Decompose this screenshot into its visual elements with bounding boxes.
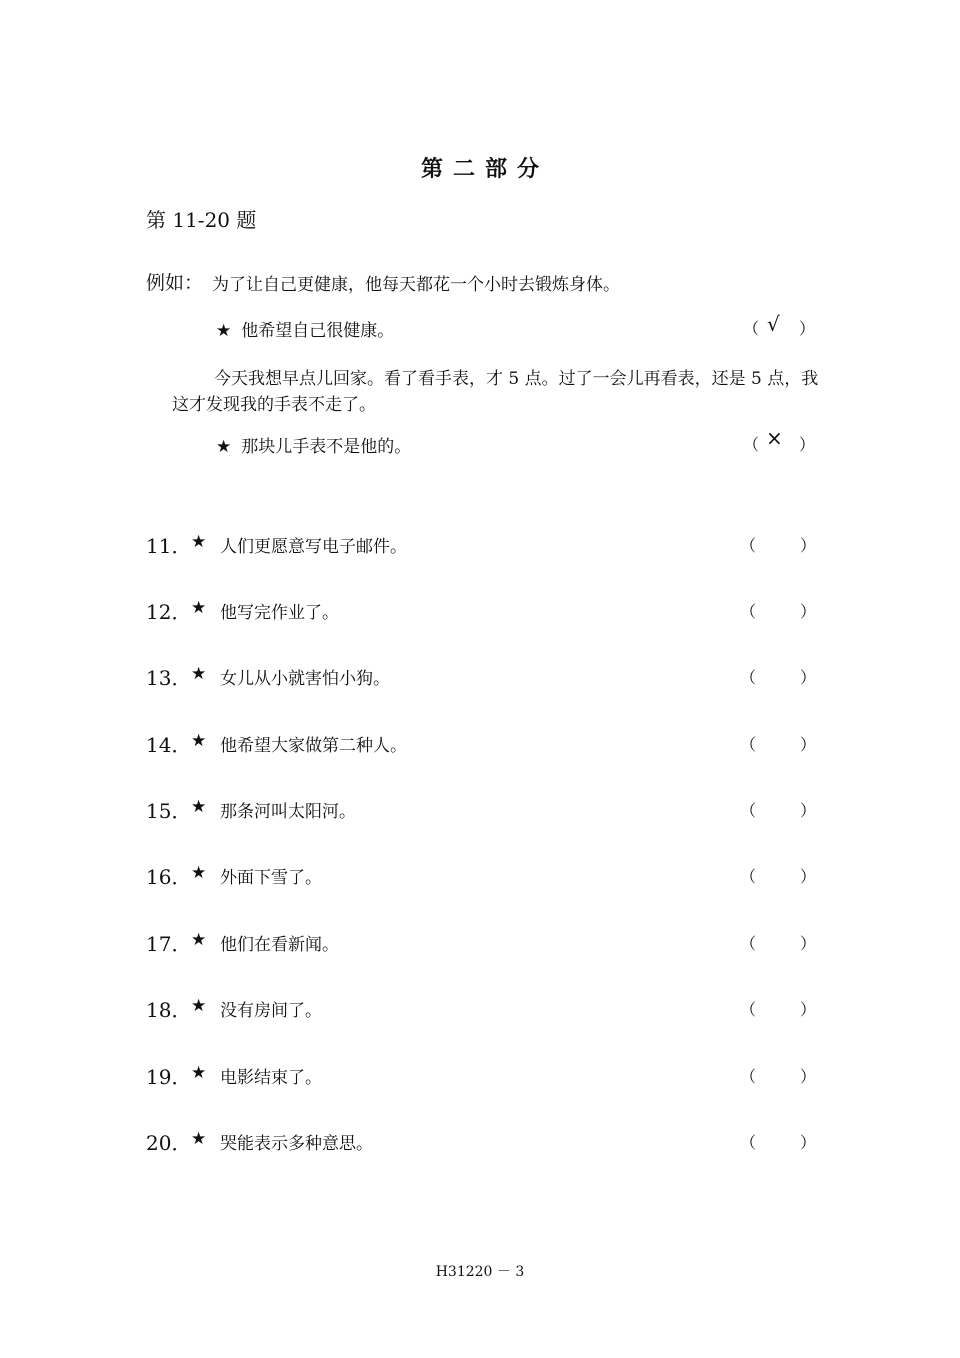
question-number: 14． xyxy=(146,733,192,757)
answer-open-paren: （ xyxy=(740,536,757,555)
question-number: 20． xyxy=(146,1131,192,1155)
answer-open-paren: （ xyxy=(740,1000,757,1019)
star-icon: ★ xyxy=(191,863,207,883)
question-number: 12． xyxy=(146,600,192,624)
answer-open-paren: （ xyxy=(740,735,757,754)
answer-close-paren: ） xyxy=(800,1133,817,1152)
question-row xyxy=(146,662,816,692)
example-text: 为了让自己更健康，他每天都花一个小时去锻炼身体。 xyxy=(212,275,620,295)
answer-open-paren: （ xyxy=(740,668,757,687)
answer-close-paren: ） xyxy=(800,602,817,621)
answer-close-paren: ） xyxy=(800,1000,817,1019)
check-mark-icon: √ xyxy=(767,312,780,336)
example-answer-open-paren: （ xyxy=(743,435,760,454)
question-number: 16． xyxy=(146,865,192,889)
answer-open-paren: （ xyxy=(740,801,757,820)
question-row xyxy=(146,1061,816,1091)
example-statement-2 xyxy=(216,432,411,457)
answer-open-paren: （ xyxy=(740,1133,757,1152)
question-text: 那条河叫太阳河。 xyxy=(220,802,356,822)
question-text: 人们更愿意写电子邮件。 xyxy=(220,537,407,557)
question-row xyxy=(146,928,816,958)
question-number: 18． xyxy=(146,998,192,1022)
question-row xyxy=(146,861,816,891)
question-text: 他写完作业了。 xyxy=(220,603,339,623)
star-icon: ★ xyxy=(191,1063,207,1083)
question-row xyxy=(146,1127,816,1157)
question-text: 他们在看新闻。 xyxy=(220,935,339,955)
question-row xyxy=(146,530,816,560)
answer-close-paren: ） xyxy=(800,668,817,687)
star-icon: ★ xyxy=(191,731,207,751)
example-statement-2-text: 那块儿手表不是他的。 xyxy=(241,437,412,457)
star-icon: ★ xyxy=(191,930,207,950)
question-number: 19． xyxy=(146,1065,192,1089)
example-answer-close-paren: ） xyxy=(799,319,816,338)
answer-close-paren: ） xyxy=(800,867,817,886)
star-icon: ★ xyxy=(216,321,232,341)
answer-close-paren: ） xyxy=(800,1067,817,1086)
cross-mark-icon: × xyxy=(766,426,783,450)
question-number: 15． xyxy=(146,799,192,823)
question-row xyxy=(146,729,816,759)
star-icon: ★ xyxy=(216,437,232,457)
star-icon: ★ xyxy=(191,598,207,618)
example-answer-open-paren: （ xyxy=(743,319,760,338)
question-row xyxy=(146,994,816,1024)
question-number: 17． xyxy=(146,932,192,956)
example-label: 例如： xyxy=(146,272,204,294)
page-footer: H31220 － 3 xyxy=(435,1264,525,1280)
question-text: 没有房间了。 xyxy=(220,1001,322,1021)
star-icon: ★ xyxy=(191,532,207,552)
question-number: 13． xyxy=(146,666,192,690)
star-icon: ★ xyxy=(191,664,207,684)
answer-close-paren: ） xyxy=(800,735,817,754)
question-number: 11． xyxy=(146,534,192,558)
question-row xyxy=(146,795,816,825)
answer-open-paren: （ xyxy=(740,934,757,953)
answer-close-paren: ） xyxy=(800,934,817,953)
example-paragraph: 今天我想早点儿回家。看了看手表，才 5 点。过了一会儿再看表，还是 5 点，我这才发现我的手表不走了。 xyxy=(172,369,819,415)
answer-open-paren: （ xyxy=(740,1067,757,1086)
answer-open-paren: （ xyxy=(740,867,757,886)
answer-open-paren: （ xyxy=(740,602,757,621)
question-range: 第 11-20 题 xyxy=(146,208,257,232)
question-text: 外面下雪了。 xyxy=(220,868,322,888)
section-title: 第二部分 xyxy=(420,156,549,182)
star-icon: ★ xyxy=(191,996,207,1016)
question-text: 他希望大家做第二种人。 xyxy=(220,736,407,756)
example-statement-1-text: 他希望自己很健康。 xyxy=(241,321,395,341)
question-row xyxy=(146,596,816,626)
question-text: 女儿从小就害怕小狗。 xyxy=(220,669,390,689)
question-text: 哭能表示多种意思。 xyxy=(220,1134,373,1154)
question-text: 电影结束了。 xyxy=(220,1068,322,1088)
example-statement-1 xyxy=(216,316,394,341)
example-answer-close-paren: ） xyxy=(799,435,816,454)
star-icon: ★ xyxy=(191,1129,207,1149)
star-icon: ★ xyxy=(191,797,207,817)
answer-close-paren: ） xyxy=(800,801,817,820)
answer-close-paren: ） xyxy=(800,536,817,555)
